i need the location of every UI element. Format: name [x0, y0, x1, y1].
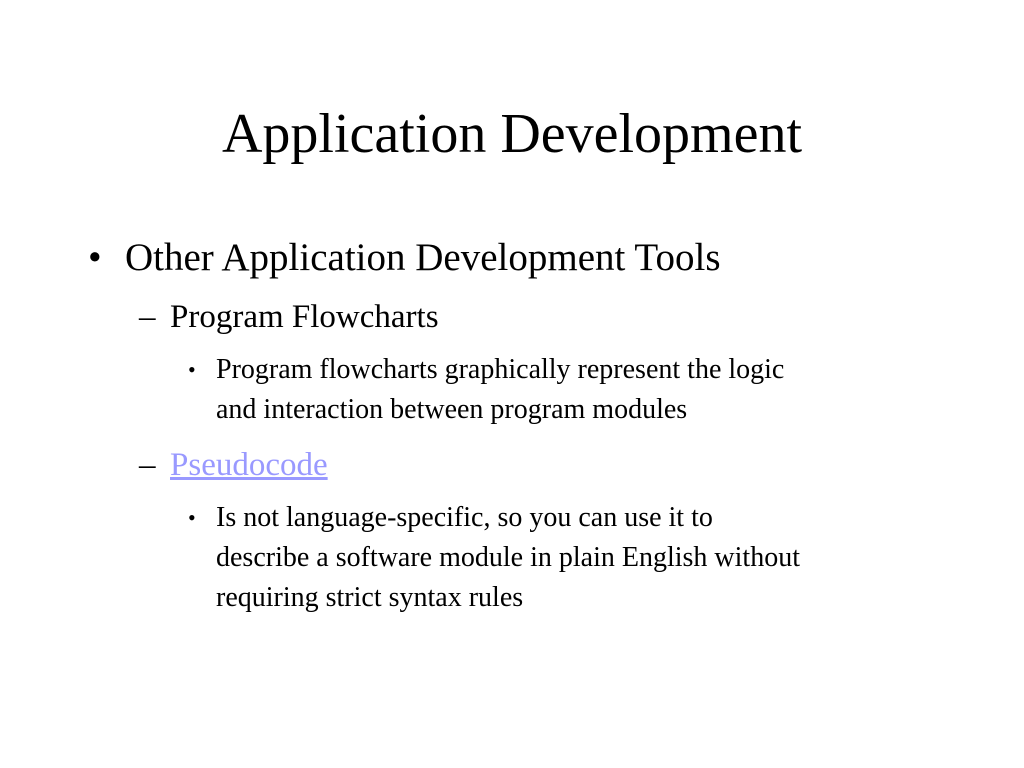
bullet-text-line: Program flowcharts graphically represent the logic: [216, 354, 785, 385]
bullet-dot-icon: •: [188, 505, 196, 530]
bullet-dot-icon: •: [88, 236, 102, 279]
bullet-text-line: requiring strict syntax rules: [216, 582, 524, 613]
bullet-text-line: and interaction between program modules: [216, 394, 688, 425]
bullet-text: Program Flowcharts: [170, 299, 439, 335]
bullet-text: Other Application Development Tools: [125, 236, 721, 279]
slide-title: Application Development: [221, 103, 803, 165]
dash-bullet-icon: –: [139, 299, 156, 335]
bullet-level3-pseudocode-desc-continued: [216, 538, 800, 578]
dash-bullet-icon: –: [139, 447, 156, 483]
bullet-dot-icon: •: [188, 357, 196, 382]
bullet-text-line: Is not language-specific, so you can use it to: [216, 502, 713, 533]
pseudocode-link[interactable]: Pseudocode: [170, 447, 328, 483]
bullet-level3-flowcharts-desc-continued: [216, 390, 687, 430]
bullet-text-line: describe a software module in plain English without: [216, 542, 800, 573]
bullet-level3-pseudocode-desc-continued: [216, 578, 523, 618]
